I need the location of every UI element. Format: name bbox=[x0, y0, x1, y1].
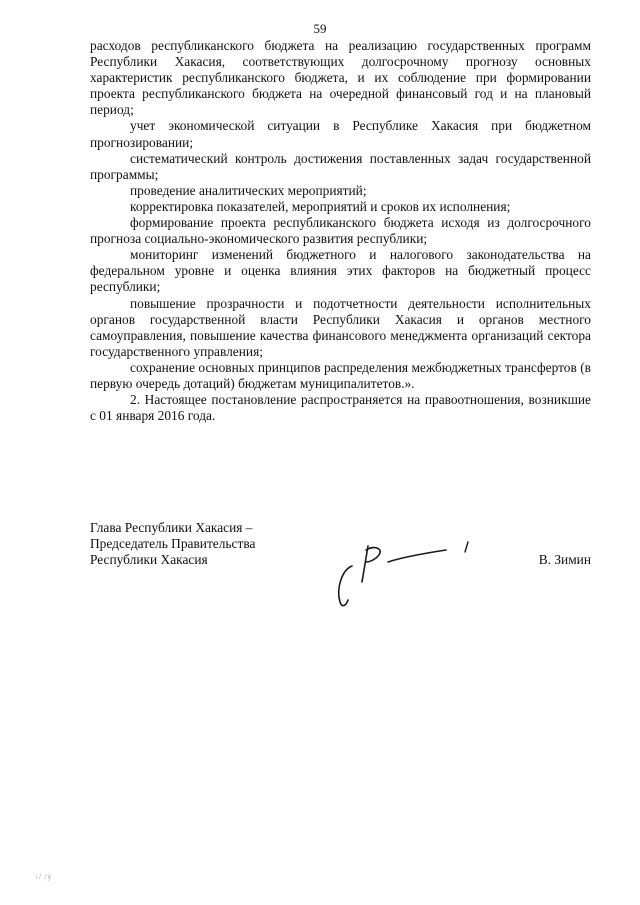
signatory-name: В. Зимин bbox=[538, 552, 591, 567]
paragraph-1: расходов республиканского бюджета на реализацию государственных программ Республики Хакасия, соответствующих долгосрочному прогнозу основных характеристик республиканского бюджета, и их соблюдение при формировании проекта республиканского бюджета на очередной финансовый год и на плановый период; bbox=[90, 38, 591, 118]
paragraph-7: мониторинг изменений бюджетного и налогового законодательства на федеральном уровне и оценка влияния этих факторов на бюджетный процесс республики; bbox=[90, 247, 591, 295]
paragraph-2: учет экономической ситуации в Республике Хакасия при бюджетном прогнозировании; bbox=[90, 118, 591, 150]
paragraph-8: повышение прозрачности и подотчетности деятельности исполнительных органов государственной власти Республики Хакасия и органов местного самоуправления, повышение качества финансового менеджмента организаций сектора государственного управления; bbox=[90, 295, 591, 359]
document-body bbox=[90, 38, 591, 424]
paragraph-9: сохранение основных принципов распределения межбюджетных трансфертов (в первую очередь дотаций) бюджетам муниципалитетов.». bbox=[90, 359, 591, 391]
paragraph-6: формирование проекта республиканского бюджета исходя из долгосрочного прогноза социально-экономического развития республики; bbox=[90, 215, 591, 247]
paragraph-10: 2. Настоящее постановление распространяется на правоотношения, возникшие с 01 января 2016 года. bbox=[90, 392, 591, 424]
paragraph-3: систематический контроль достижения поставленных задач государственной программы; bbox=[90, 150, 591, 182]
signatory-title-line-2: Председатель Правительства bbox=[90, 536, 256, 552]
paragraph-5: корректировка показателей, мероприятий и сроков их исполнения; bbox=[130, 198, 511, 214]
footer-mark: // /у bbox=[36, 873, 53, 881]
handwritten-signature bbox=[330, 536, 480, 612]
signatory-title-line-3: Республики Хакасия bbox=[90, 552, 208, 568]
paragraph-4: проведение аналитических мероприятий; bbox=[130, 182, 367, 198]
page-number: 59 bbox=[313, 21, 327, 36]
signatory-title-line-1: Глава Республики Хакасия – bbox=[90, 520, 253, 535]
